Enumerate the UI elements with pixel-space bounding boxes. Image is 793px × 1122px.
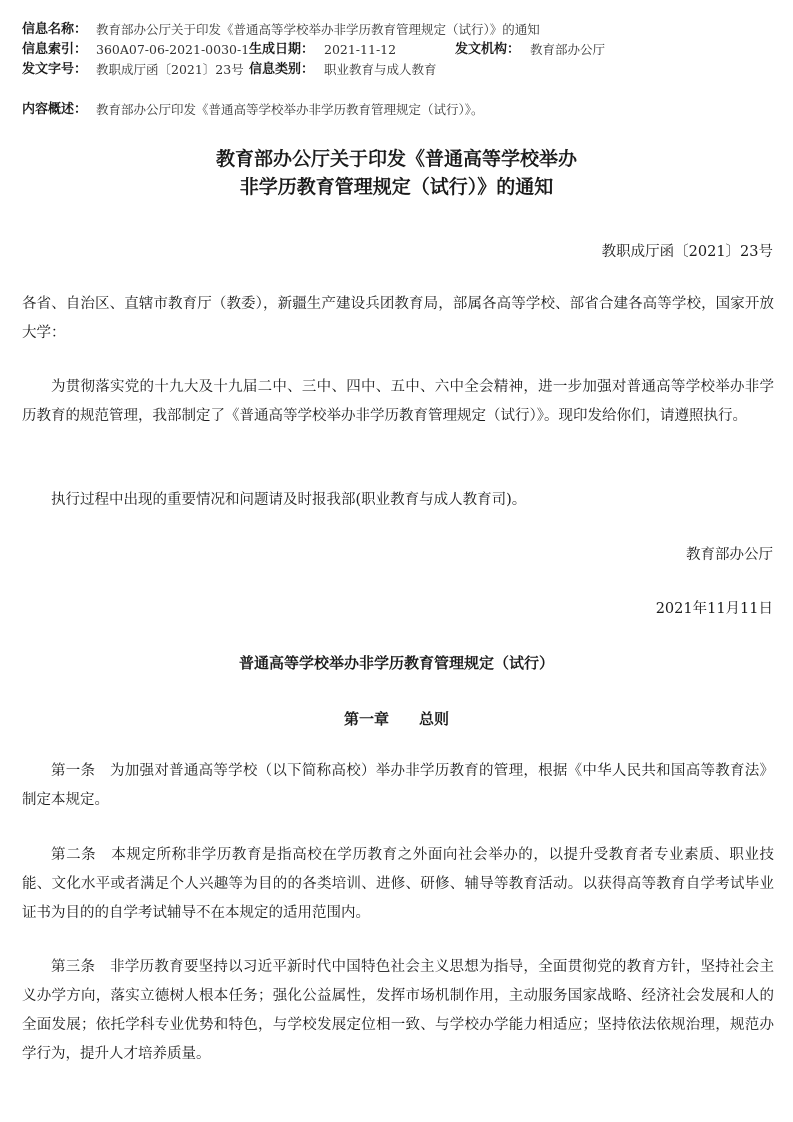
meta-row-name (22, 20, 782, 40)
summary-value: 教育部办公厅印发《普通高等学校举办非学历教育管理规定（试行）》。 (96, 102, 484, 117)
signature-org: 教育部办公厅 (686, 547, 773, 563)
summary-label: 内容概述： (22, 102, 88, 117)
article-1: 第一条 为加强对普通高等学校（以下简称高校）举办非学历教育的管理，根据《中华人民共和国高等教育法》制定本规定。 (22, 763, 774, 808)
info-index-label: 信息索引： (22, 42, 88, 57)
body-paragraph-2: 执行过程中出现的重要情况和问题请及时报我部(职业教育与成人教育司)。 (51, 492, 527, 508)
meta-row-index (22, 40, 782, 60)
signature-date: 2021年11月11日 (655, 601, 773, 617)
info-category-label: 信息类别： (249, 62, 315, 77)
title-line-2: 非学历教育管理规定（试行）》的通知 (239, 176, 554, 198)
body-paragraph-1: 为贯彻落实党的十九大及十九届二中、三中、四中、五中、六中全会精神，进一步加强对普通高等学校举办非学历教育的规范管理，我部制定了《普通高等学校举办非学历教育管理规定（试行）》。现印发给你们，请遵照执行。 (22, 379, 774, 424)
meta-row-summary (22, 100, 782, 120)
article-3: 第三条 非学历教育要坚持以习近平新时代中国特色社会主义思想为指导，全面贯彻党的教育方针，坚持社会主义办学方向，落实立德树人根本任务；强化公益属性，发挥市场机制作用，主动服务国家战略、经济社会发展和人的全面发展；依托学科专业优势和特色，与学校发展定位相一致、与学校办学能力相适应；坚持依法依规治理，规范办学行为，提升人才培养质量。 (22, 959, 774, 1062)
doc-number-value: 教职成厅函〔2021〕23号 (96, 62, 244, 77)
info-name-value: 教育部办公厅关于印发《普通高等学校举办非学历教育管理规定（试行）》的通知 (96, 22, 540, 37)
info-index-value: 360A07-06-2021-0030-1 (96, 42, 250, 57)
issuing-org-value: 教育部办公厅 (530, 42, 606, 57)
generated-date-label: 生成日期： (249, 42, 315, 57)
doc-number-label: 发文字号： (22, 62, 88, 77)
title-line-1: 教育部办公厅关于印发《普通高等学校举办 (215, 148, 577, 170)
meta-row-docno (22, 60, 782, 100)
article-2: 第二条 本规定所称非学历教育是指高校在学历教育之外面向社会举办的，以提升受教育者专业素质、职业技能、文化水平或者满足个人兴趣等为目的的各类培训、进修、研修、辅导等教育活动。以获得高等教育自学考试毕业证书为目的的自学考试辅导不在本规定的适用范围内。 (22, 847, 774, 921)
document-metadata (22, 20, 782, 120)
salutation: 各省、自治区、直辖市教育厅（教委），新疆生产建设兵团教育局，部属各高等学校、部省合建各高等学校，国家开放大学： (22, 296, 774, 341)
generated-date-value: 2021-11-12 (324, 42, 397, 57)
info-category-value: 职业教育与成人教育 (324, 62, 437, 77)
info-name-label: 信息名称： (22, 22, 88, 37)
chapter-heading: 第一章 总则 (343, 710, 449, 728)
issuing-org-label: 发文机构： (455, 42, 521, 57)
regulation-title: 普通高等学校举办非学历教育管理规定（试行） (238, 654, 554, 672)
document-title (0, 145, 793, 201)
document-number: 教职成厅函〔2021〕23号 (601, 244, 773, 260)
